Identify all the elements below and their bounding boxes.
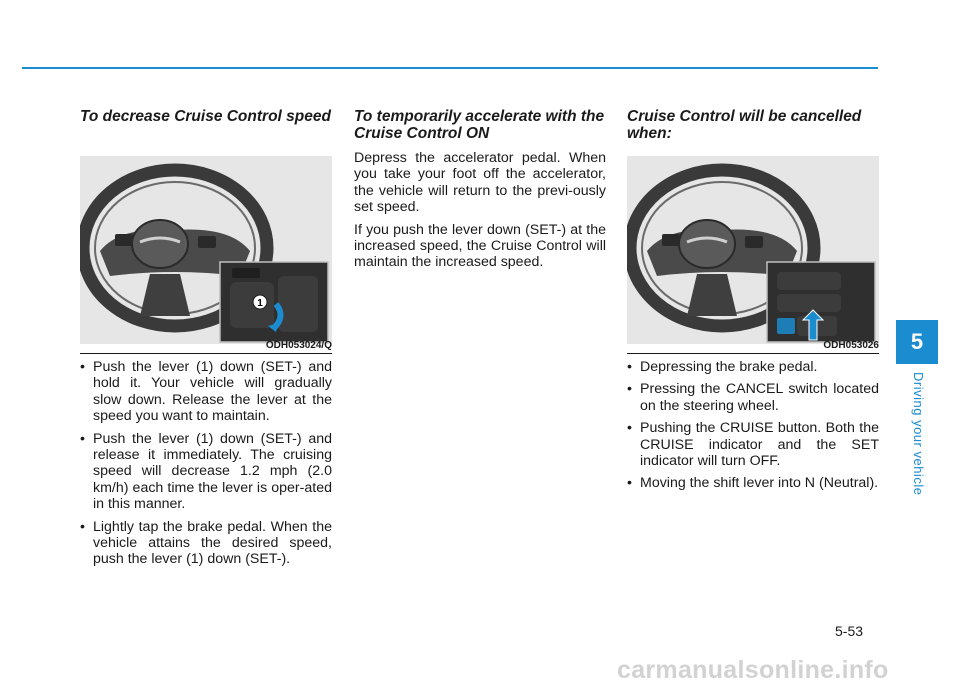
steering-wheel-figure-set bbox=[80, 156, 332, 344]
list-item: • Moving the shift lever into N (Neutral). bbox=[627, 475, 879, 492]
list-item: • Push the lever (1) down (SET-) and release it immediately. The cruising speed will decrease 1.2 mph (2.0 km/h) each time the lever is oper-ated in this manner. bbox=[80, 430, 332, 513]
section-cancel-conditions bbox=[627, 108, 879, 492]
figure-code: ODH053026 bbox=[823, 340, 879, 351]
steering-wheel-figure-cancel bbox=[627, 156, 879, 344]
cancel-conditions-list bbox=[627, 359, 879, 498]
list-item: • Depressing the brake pedal. bbox=[627, 359, 818, 375]
heading-cancel-conditions: Cruise Control will be cancelled when: bbox=[627, 108, 862, 142]
chapter-title: Driving your vehicle bbox=[911, 372, 926, 496]
page-number: 5-53 bbox=[835, 623, 864, 639]
section-decrease-speed bbox=[80, 108, 332, 568]
figure-code: ODH053024/Q bbox=[265, 340, 332, 351]
figure-rule bbox=[627, 353, 879, 354]
paragraph: If you push the lever down (SET-) at the increased speed, the Cruise Control will maintain the increased speed. bbox=[354, 221, 606, 271]
decrease-speed-list bbox=[80, 359, 332, 574]
callout-1 bbox=[253, 295, 267, 309]
inset-control-closeup bbox=[767, 262, 875, 342]
heading-decrease-speed: To decrease Cruise Control speed bbox=[80, 108, 331, 125]
chapter-tab: 5 bbox=[896, 320, 938, 364]
callout-number: 1 bbox=[257, 298, 263, 309]
inset-control-closeup bbox=[220, 262, 328, 342]
section-temporary-accelerate bbox=[354, 108, 606, 277]
top-rule bbox=[22, 67, 878, 69]
watermark: carmanualsonline.info bbox=[617, 656, 889, 684]
list-item: • Pushing the CRUISE button. Both the CRUISE indicator and the SET indicator will turn OFF. bbox=[627, 420, 879, 470]
paragraph: Depress the accelerator pedal. When you take your foot off the accelerator, the vehicle will return to the previ-ously set speed. bbox=[354, 150, 606, 216]
list-item: • Push the lever (1) down (SET-) and hold it. Your vehicle will gradually slow down. Release the lever at the speed you want to maintain. bbox=[80, 359, 332, 425]
figure-rule bbox=[80, 353, 332, 354]
list-item: • Lightly tap the brake pedal. When the vehicle attains the desired speed, push the lever (1) down (SET-). bbox=[80, 518, 332, 568]
heading-temporary-accelerate: To temporarily accelerate with the Cruise Control ON bbox=[354, 108, 605, 142]
list-item: • Pressing the CANCEL switch located on the steering wheel. bbox=[627, 381, 879, 414]
